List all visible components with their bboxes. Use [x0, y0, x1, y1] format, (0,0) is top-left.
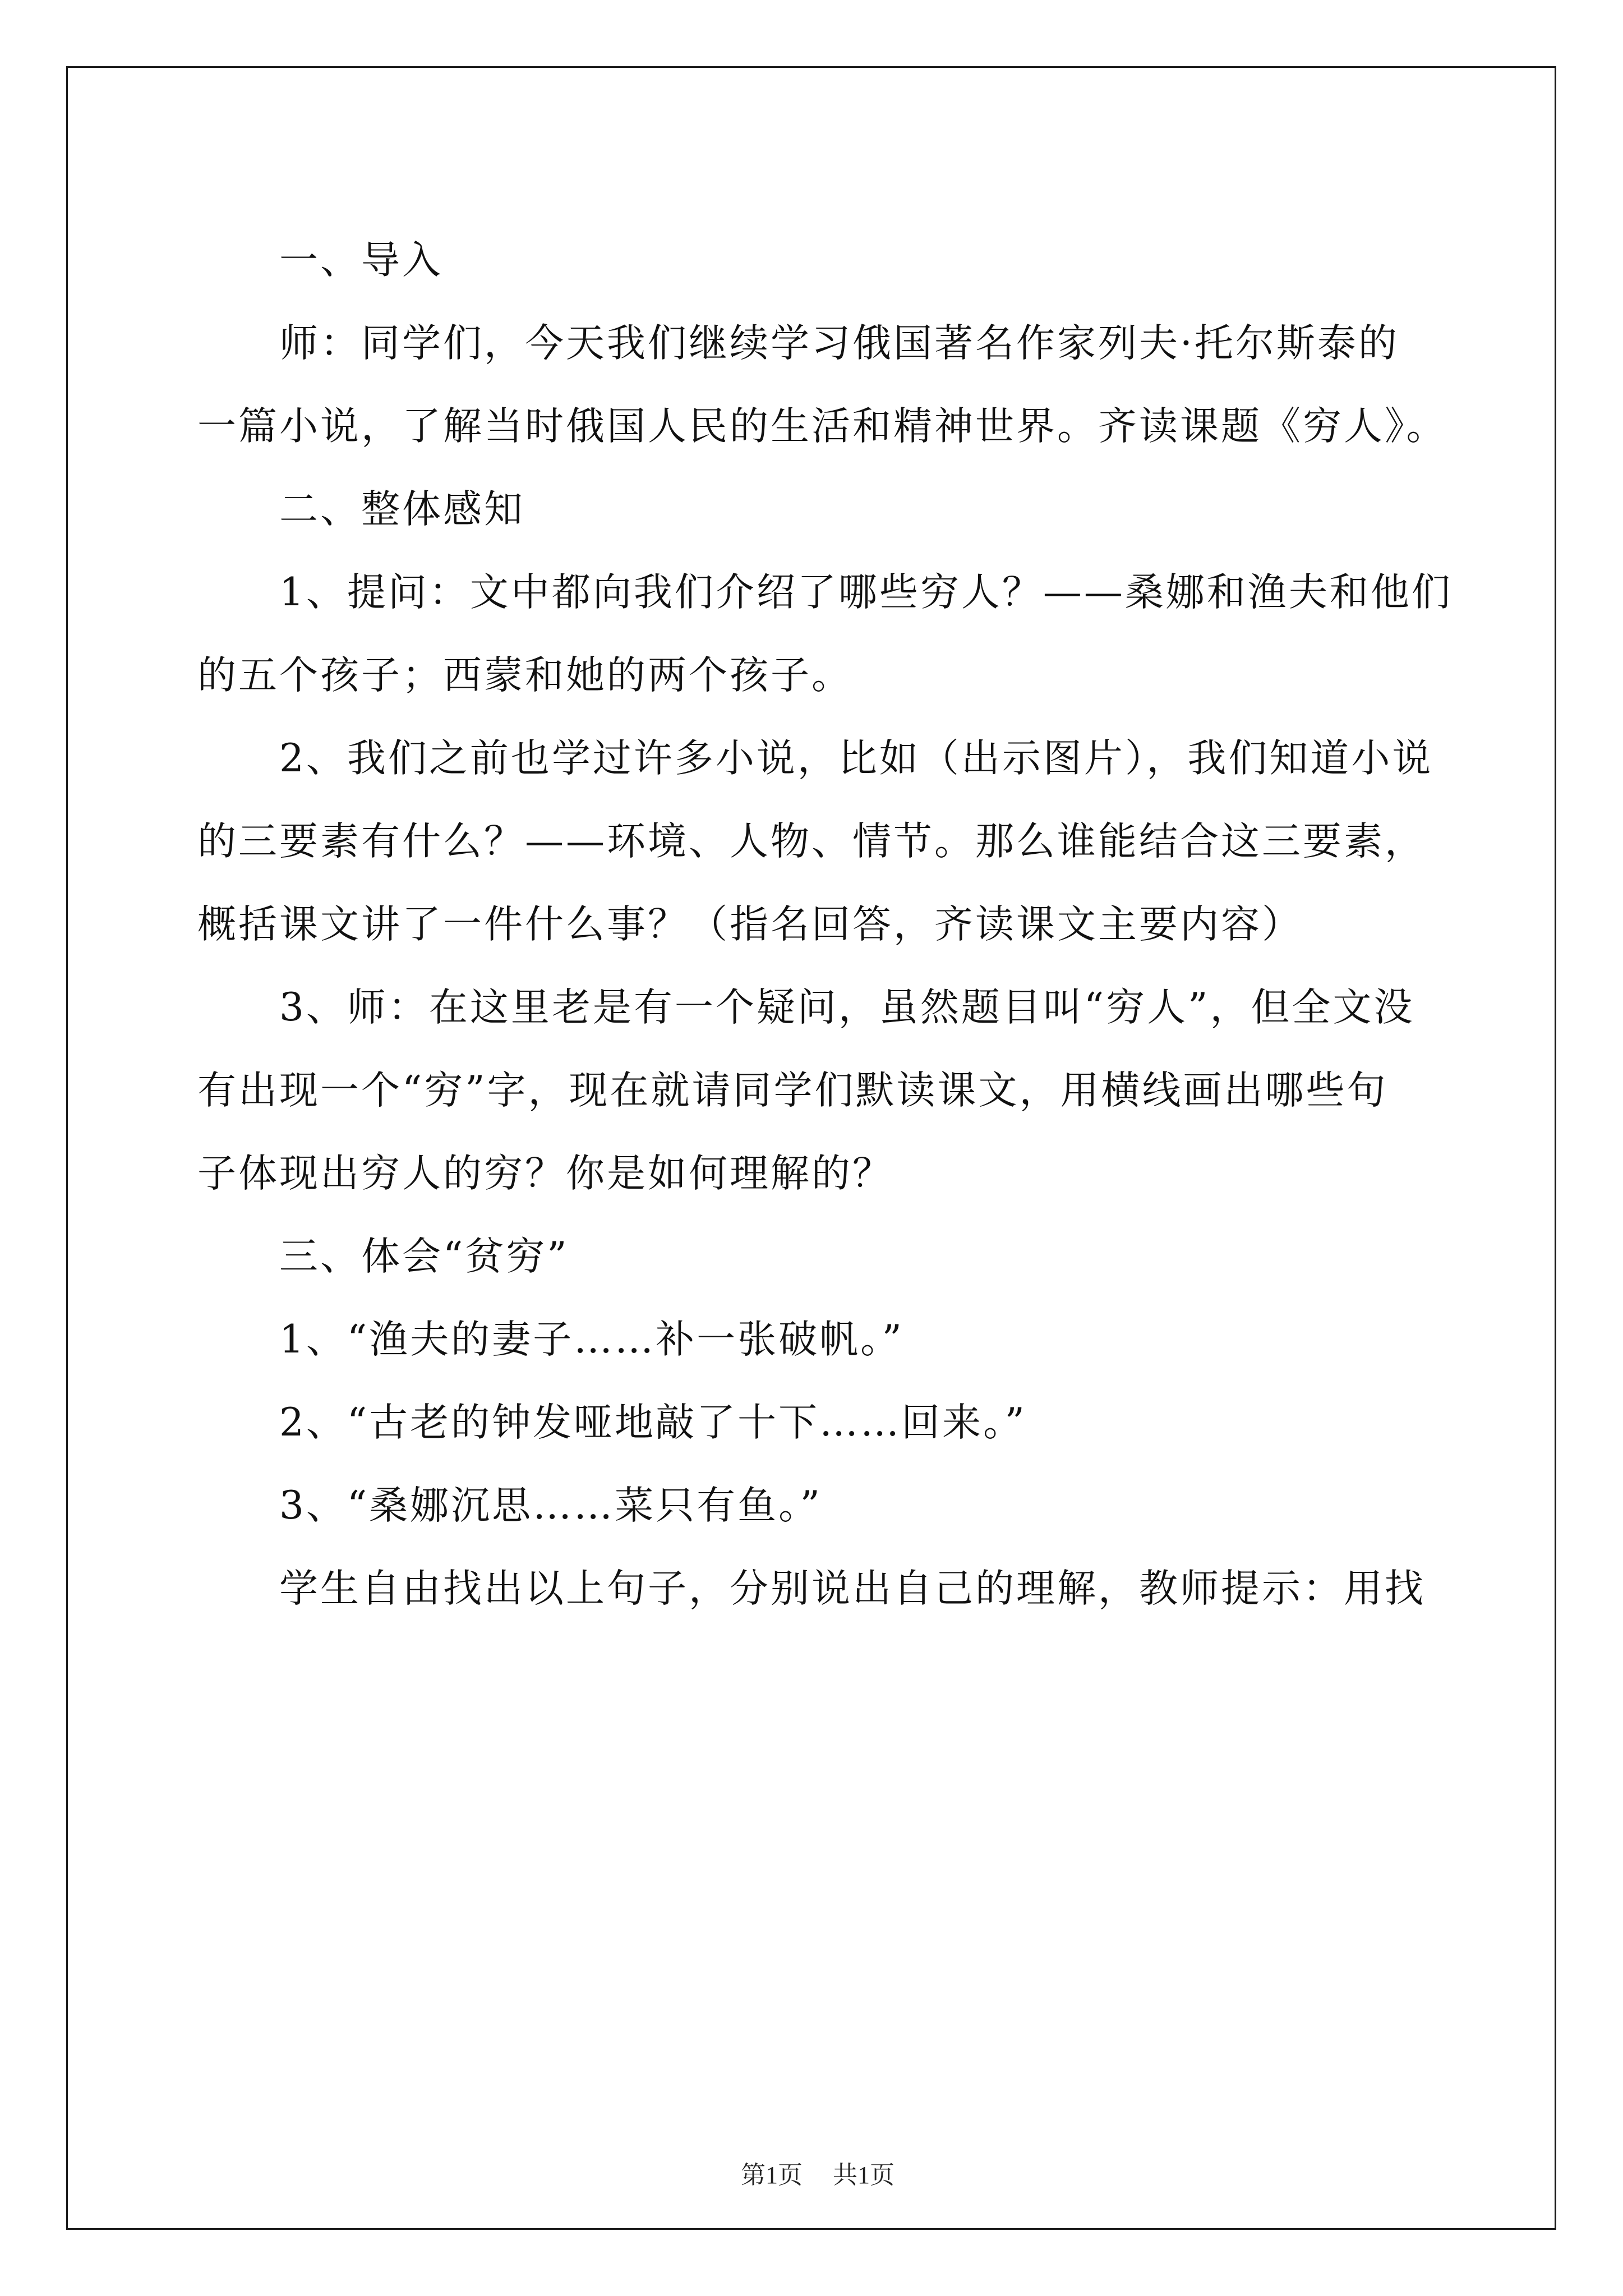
- paragraph-line: 一篇小说，了解当时俄国人民的生活和精神世界。齐读课题《穷人》。: [197, 404, 1447, 449]
- paragraph-line: 有出现一个“穷”字，现在就请同学们默读课文，用横线画出哪些句: [197, 1068, 1388, 1113]
- paragraph-line: 的三要素有什么？——环境、人物、情节。那么谁能结合这三要素，: [197, 819, 1426, 864]
- paragraph-line: 3、师：在这里老是有一个疑问，虽然题目叫“穷人”，但全文没: [279, 985, 1415, 1030]
- paragraph-line: 的五个孩子；西蒙和她的两个孩子。: [197, 653, 852, 698]
- page-number-total: 共1页: [833, 2161, 895, 2189]
- quote-item: 2、“古老的钟发哑地敲了十下……回来。”: [279, 1400, 1027, 1445]
- document-body: [197, 219, 1453, 1630]
- paragraph-line: 子体现出穷人的穷？你是如何理解的？: [197, 1151, 893, 1196]
- paragraph-line: 2、我们之前也学过许多小说，比如（出示图片），我们知道小说: [279, 736, 1433, 781]
- section-heading-poverty: 三、体会“贫穷”: [279, 1234, 569, 1279]
- page-footer: [0, 2125, 1623, 2192]
- paragraph-line: 学生自由找出以上句子，分别说出自己的理解，教师提示：用找: [279, 1566, 1426, 1611]
- paragraph-line: 1、提问：文中都向我们介绍了哪些穷人？——桑娜和渔夫和他们: [279, 570, 1453, 615]
- quote-item: 3、“桑娜沉思……菜只有鱼。”: [279, 1483, 822, 1528]
- page-number-current: 第1页: [741, 2161, 803, 2189]
- paragraph-line: 概括课文讲了一件什么事？（指名回答，齐读课文主要内容）: [197, 902, 1303, 947]
- paragraph-line: 师：同学们，今天我们继续学习俄国著名作家列夫·托尔斯泰的: [279, 321, 1399, 366]
- section-heading-intro: 一、导入: [279, 238, 443, 283]
- section-heading-overview: 二、整体感知: [279, 487, 525, 532]
- quote-item: 1、“渔夫的妻子……补一张破帆。”: [279, 1317, 904, 1362]
